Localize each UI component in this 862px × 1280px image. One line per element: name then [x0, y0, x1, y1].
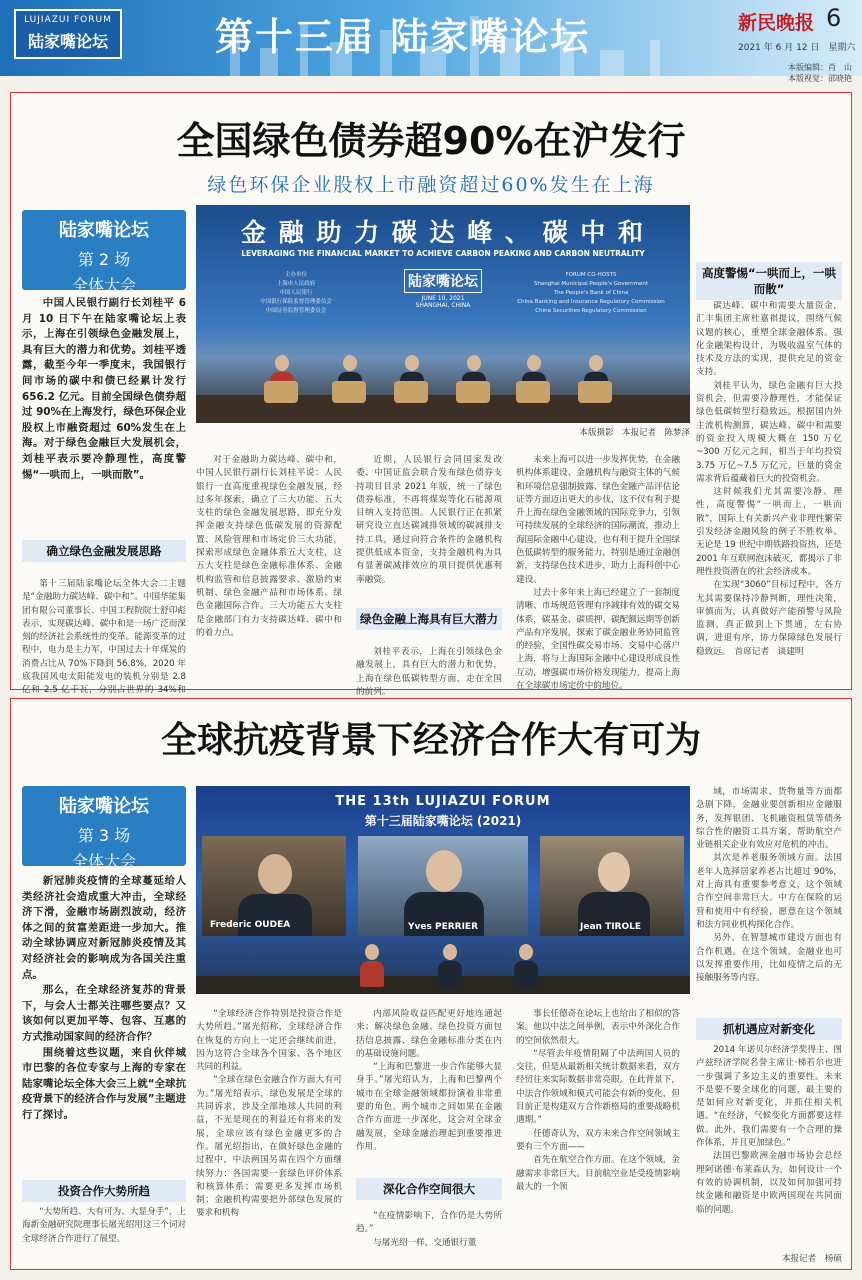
photo-date: JUNE 10, 2021 [421, 295, 465, 302]
article2-column-3 [356, 1008, 502, 1174]
article2-lead [22, 874, 186, 1180]
newspaper-name: 新民晚报 [738, 12, 815, 34]
article1-column-3 [356, 454, 502, 604]
session-box-2 [22, 210, 186, 295]
article1-column-3b [356, 646, 502, 697]
hosts-title: 主办单位 [284, 272, 307, 278]
paragraph: 在实现“3060”目标过程中，各方尤其需要保持冷静判断，理性决策，审慎而为，认真做好产能預警与风险监测，真正做到上下贯通，左右协调，进退有序，协力保障绿色发展行稳致远。 首席记者 谈建明 [696, 580, 842, 657]
paragraph: 刘桂平认为，绿色金融有巨大投资机会，但需要冷静理性，才能保证绿色低碳转型行稳致远。根据国内外主流机构测算，碳达峰、碳中和需要的资金投入规模大概在 150 万亿~300 万亿元之间，相当于年均投资 3.75 万亿~7.5 万亿元，巨量的资金需求背后蕴藏着巨大的投资机会。 [696, 380, 842, 484]
paragraph: “全球经济合作特别是投资合作是大势所趋。”屠光绍称，全球经济合作在恢复的方向上一定还会继续前进，因为这符合全球各个国家、各个地区共同的利益。 [196, 1009, 342, 1073]
host-line: 上海市人民政府 [276, 281, 316, 287]
moderator [360, 944, 384, 987]
photo-credit: 本版摄影 本报记者 陈梦泽 [579, 428, 690, 438]
editor-line: 本版编辑：肖 山 [788, 63, 852, 72]
article1-subhead-3: 高度警惕“一哄而上，一哄而散” [696, 262, 842, 300]
speaker-name-2: Yves PERRIER [408, 922, 479, 932]
article2-byline: 本报记者 杨硕 [781, 1254, 842, 1264]
paragraph: “在疫情影响下，合作仍是大势所趋。” [356, 1211, 502, 1235]
host-line-en: The People's Bank of China [553, 290, 629, 296]
paragraph: 事长任德奇在论坛上也给出了相似的答案。他以中法之间举例，表示中外深化合作的空间依然很大。 [516, 1009, 680, 1046]
session-number: 第 2 场 [77, 250, 131, 269]
paragraph: 内部风险收益匹配更好地连通起来；解决绿色金融、绿色投资方面包括信息披露、绿色金融标准分类在内的基础设施问题。 [356, 1009, 502, 1059]
paragraph: 2014 年诺贝尔经济学奖得主、图卢兹经济学院名誉主席让·梯若尔也进一步强调了多边主义的重要性。未来不是要不要全球化的问题，最主要的是如何应对新变化，并抓住相关机遇。“在经济，气候变化方面都要这样做。此外，我们需要有一个合理的操作体系，并且更加绿色。” [696, 1045, 842, 1149]
article1-subhead-1: 确立绿色金融发展思路 [22, 540, 186, 562]
lead-paragraph: 中国人民银行副行长刘桂平 6 月 10 日下午在陆家嘴论坛上表示，上海在引领绿色金融发展上，具有巨大的潜力和优势。刘桂平透露，截至今年一季度末，我国银行间市场的碳中和债已经累计发行 656.2 亿元。目前全国绿色债券超过 90%在上海发行，绿色环保企业股权上市融资超过 60%发生在上海。对于绿色金融巨大发展机会，刘桂平表示要冷静理性，高度警惕“一哄而上，一哄而散”。 [22, 297, 186, 481]
article2-subhead-3: 抓机遇应对新变化 [696, 1018, 842, 1040]
paragraph: 未来上海可以进一步发挥优势，在金融机构体系建设、金融机构与融资主体的气候和环境信息强制披露、绿色金融产品评估论证等方面迈出更大的步伐，这不仅有利于提升上海在绿色金融领域的国际竞争力，引领可持续发展的全球经济的国际潮流，推动上海国际金融中心建设，也有利于提升全国绿色低碳转型的服务能力，特别是通过金融创新，支持绿色技术进步，助力上海科创中心建设。 [516, 455, 680, 585]
page-title: 第十三届 陆家嘴论坛 [215, 15, 591, 59]
session-box-3 [22, 786, 186, 871]
forum-video-panel-photo [196, 786, 690, 994]
photo-hosts-en [516, 271, 666, 316]
paragraph: 碳达峰、碳中和需要大量资金，汇丰集团主席杜嘉祺提议，围绕气候议题的核心，重塑全球金融体系。强化金融架构设计，为吸收温室气体的技术及方法的实现，提供充足的资金支持。 [696, 301, 842, 378]
article1-column-1 [22, 578, 186, 696]
session-name: 全体大会 [71, 276, 136, 295]
host-line: 中国银行保险监督管理委员会 [260, 299, 332, 305]
paragraph: “上海和巴黎进一步合作能够大显身手。”屠光绍认为，上海和巴黎两个城市在全球金融领域都扮演着非常重要的角色。两个城市之间如果在金融合作方面进一步深化，这会对全球金融发展，全球金融治理起到重要推进作用。 [356, 1062, 502, 1152]
paragraph: 域，市场需求、货物量等方面都急剧下降，金融业要创新相应金融服务，发挥银团、飞机融资租赁等债务综合性的融资工具方案，帮助航空产业链相关企业有效应对危机的冲击。 [696, 787, 842, 851]
article2-subhead-1: 投资合作大势所趋 [22, 1180, 186, 1202]
video-tile-speaker-1 [202, 836, 346, 936]
session-box-title: 陆家嘴论坛 [59, 796, 149, 817]
photo-banner-cn: 金 融 助 力 碳 达 峰 、 碳 中 和 [240, 218, 646, 247]
paragraph: 另外，在智慧城市建设方面也有合作机遇。在这个领域，金融业也可以发挥重要作用，比如疫情之后的无接触服务等内容。 [696, 933, 842, 984]
editor-credits [762, 62, 852, 84]
lead-paragraph: 围绕着这些议题，来自伙伴城市巴黎的各位专家与上海的专家在陆家嘴论坛全体大会三上就“全球抗疫背景下的经济合作与发展”主题进行了探讨。 [22, 1046, 186, 1121]
session-name: 全体大会 [71, 852, 136, 871]
forum-logo-en: LUJIAZUI FORUM [24, 15, 112, 25]
article2-column-1 [22, 1206, 186, 1262]
article1-lead [22, 296, 186, 514]
visual-editor-line: 本版视觉：邵晓艳 [788, 74, 852, 83]
article1-subheadline: 绿色环保企业股权上市融资超过60%发生在上海 [207, 174, 655, 196]
article1-column-4 [516, 454, 680, 692]
paragraph: 这时候我们尤其需要冷静、理性，高度警惕“一哄而上，一哄而散”，国际上有关新兴产业非理性繁荣引发经济金融风险的例子不胜枚举。无论是 19 世纪中期铁路投资热，还是 2001 年互联网泡沫破灭，都揭示了非理性投资潜在的社会经济成本。 [696, 487, 842, 577]
host-line-en: China Banking and Insurance Regulatory Commission [517, 299, 665, 305]
session-number: 第 3 场 [77, 826, 131, 845]
host-line: 中国证券监督管理委员会 [265, 308, 327, 314]
article2-column-4 [516, 1008, 680, 1262]
article2-headline: 全球抗疫背景下经济合作大有可为 [160, 720, 701, 761]
article2-column-5b [696, 1044, 842, 1250]
host-line: 中国人民银行 [279, 290, 313, 296]
article2-subhead-2: 深化合作空间很大 [356, 1178, 502, 1200]
article1-column-5 [696, 300, 842, 682]
paragraph: 对于金融助力碳达峰、碳中和，中国人民银行副行长刘桂平说：人民银行一直高度重视绿色金融发展，经过多年探索，确立了三大功能、五大支柱的绿色金融发展思路，即充分发挥金融支持绿色低碳发展的资源配置、风险管理和市场定价三大功能，探索形成绿色金融体系五大支柱，这五大支柱是绿色金融标准体系、金融机构监管和信息披露要求、激励约束机制、绿色金融产品和市场体系、绿色金融国际合作。三大功能五大支柱是金融部门有力支持碳达峰、碳中和的着力点。 [196, 455, 342, 638]
photo-center-logo [390, 269, 496, 315]
paragraph: 过去十多年来上海已经建立了一套制度清晰、市场规范管理有序减排有效的碳交易体系，碳基金、碳质押、碳配额远期等创新产品有序发展，探索了碳金融业务协同监管的经验，全国性碳交易市场、交易中心落户上海，将与上海国际金融中心建设形成良性互动，增强碳市场价格发现能力，提高上海在全球碳市场定价中的地位。 [516, 587, 680, 692]
paragraph: 任德奇认为，双方未来合作空间领域主要有三个方面—— [516, 1128, 680, 1152]
forum-logo-cn: 陆家嘴论坛 [27, 32, 108, 51]
photo2-header-cn: 第十三届陆家嘴论坛 (2021) [364, 814, 522, 828]
article2-column-3b [356, 1210, 502, 1262]
photo-logo-text: 陆家嘴论坛 [404, 269, 482, 293]
paragraph: 与屠光绍一样，交通银行董 [373, 1237, 477, 1248]
speaker-name-3: Jean TIROLE [580, 922, 642, 932]
article1-subhead-2: 绿色金融上海具有巨大潜力 [356, 608, 502, 630]
photo-hosts-cn [236, 271, 356, 316]
article2-column-2 [196, 1008, 342, 1262]
session-box-title: 陆家嘴论坛 [59, 220, 149, 241]
lead-paragraph: 那么，在全球经济复苏的背景下，与会人士都关注哪些要点？又该如何以更加平等、包容、互惠的方式推动国家间的经济合作？ [22, 984, 186, 1043]
paragraph: 刘桂平表示，上海在引领绿色金融发展上，具有巨大的潜力和优势，上海在绿色低碳转型方面，走在全国的前列。 [356, 647, 502, 697]
lead-paragraph: 新冠肺炎疫情的全球蔓延给人类经济社会造成重大冲击，全球经济下滑，金融市场剧烈波动，经济体之间的贫富差距进一步加大。推动全球协调应对新冠肺炎疫情及其对经济社会的影响成为各国关注重点。 [22, 875, 186, 981]
video-tile-speaker-2 [358, 836, 528, 936]
paragraph: 近期，人民银行会同国家发改委、中国证监会联合发布绿色债券支持项目目录 2021 年版，统一了绿色债券标准，不再将煤炭等化石能源项目纳入支持范围。人民银行正在抓紧研究设立直达碳减排领域的碳减排支持工具，通过向符合条件的金融机构提供低成本资金，支持金融机构为具有显著碳减排效应的项目提供优惠利率融资。 [356, 455, 502, 585]
paragraph: 首先在航空合作方面。在这个领域，金融需求非常巨大。目前航空业是受疫情影响最大的一个领 [516, 1155, 680, 1192]
panelist [438, 944, 462, 987]
forum-logo [14, 9, 122, 59]
article1-headline: 全国绿色债券超90%在沪发行 [176, 119, 686, 163]
paragraph: 法国巴黎欧洲金融市场协会总经理阿诺德·布莱森认为，如何设计一个有效的协调机制，以及如何加强可持续金融和融资是中欧两国现在共同面临的问题。 [696, 1151, 842, 1215]
article2-column-5 [696, 786, 842, 1014]
page-number: 6 [826, 4, 842, 32]
speaker-name-1: Frederic OUDEA [210, 920, 291, 930]
paragraph: 第十三届陆家嘴论坛全体大会二主题是“金融助力碳达峰、碳中和”。中国华能集团有限公司董事长、中国工程院院士舒印彪表示，实现碳达峰、碳中和是一场广泛而深刻的经济社会系统性的变革。能源变革的过程中，电力是主力军，中国过去十年煤炭的消费占比从 70%下降到 56.8%，2020 年底我国风电太阳能发电的装机分别是 2.8 亿和 2.5 亿千瓦，分别占世界的 34%和 [22, 579, 186, 696]
paragraph: “尽管去年疫情阻隔了中法两国人员的交往，但是从最新相关统计数据来看，双方经贸往来实际数据非常亮眼。在此背景下，中法合作领域和模式可能会有新的变化，但目前正是构建双方合作新格局的重要战略机遇期。” [516, 1048, 680, 1126]
paragraph: 其次是养老服务领域方面。法国老年人选择居家养老占比超过 90%，对上海具有重要参考意义，这个领域合作空间非常巨大。中方在保险的运营和使用中有经验，愿意在这个领域和法方同业机构探化合作。 [696, 853, 842, 930]
photo-banner-en: LEVERAGING THE FINANCIAL MARKET TO ACHIEVE CARBON PEAKING AND CARBON NEUTRALITY [241, 249, 645, 258]
video-tile-speaker-3 [540, 836, 684, 936]
panelist [514, 944, 538, 987]
host-line-en: China Securities Regulatory Commission [535, 308, 647, 314]
article1-column-2 [196, 454, 342, 682]
forum-stage-photo [196, 205, 690, 423]
photo2-header-en: THE 13th LUJIAZUI FORUM [335, 794, 551, 809]
hosts-title-en: FORUM CO-HOSTS [565, 272, 617, 278]
paragraph: “大势所趋、大有可为、大显身手”，上海新金融研究院理事长屠光绍用这三个词对全球经济合作进行了展望。 [22, 1207, 186, 1244]
photo-city: SHANGHAI, CHINA [415, 302, 471, 309]
issue-date: 2021 年 6 月 12 日 星期六 [738, 43, 856, 53]
paragraph: “全球在绿色金融合作方面大有可为。”屠光绍表示，绿色发展是全球的共同诉求，涉及全部地球人共同的利益，不光是现在的利益还有将来的发展，全球应该有绿色金融更多的合作。屠光绍指出，在做好绿色金融的过程中，中法两国另需在四个方面继续努力：各国需要一套绿色评价体系和核算体系；需要更多发挥市场机制；金融机构需要把外部绿色发展的要求和机构 [196, 1075, 342, 1219]
host-line-en: Shanghai Municipal People's Government [533, 281, 649, 287]
